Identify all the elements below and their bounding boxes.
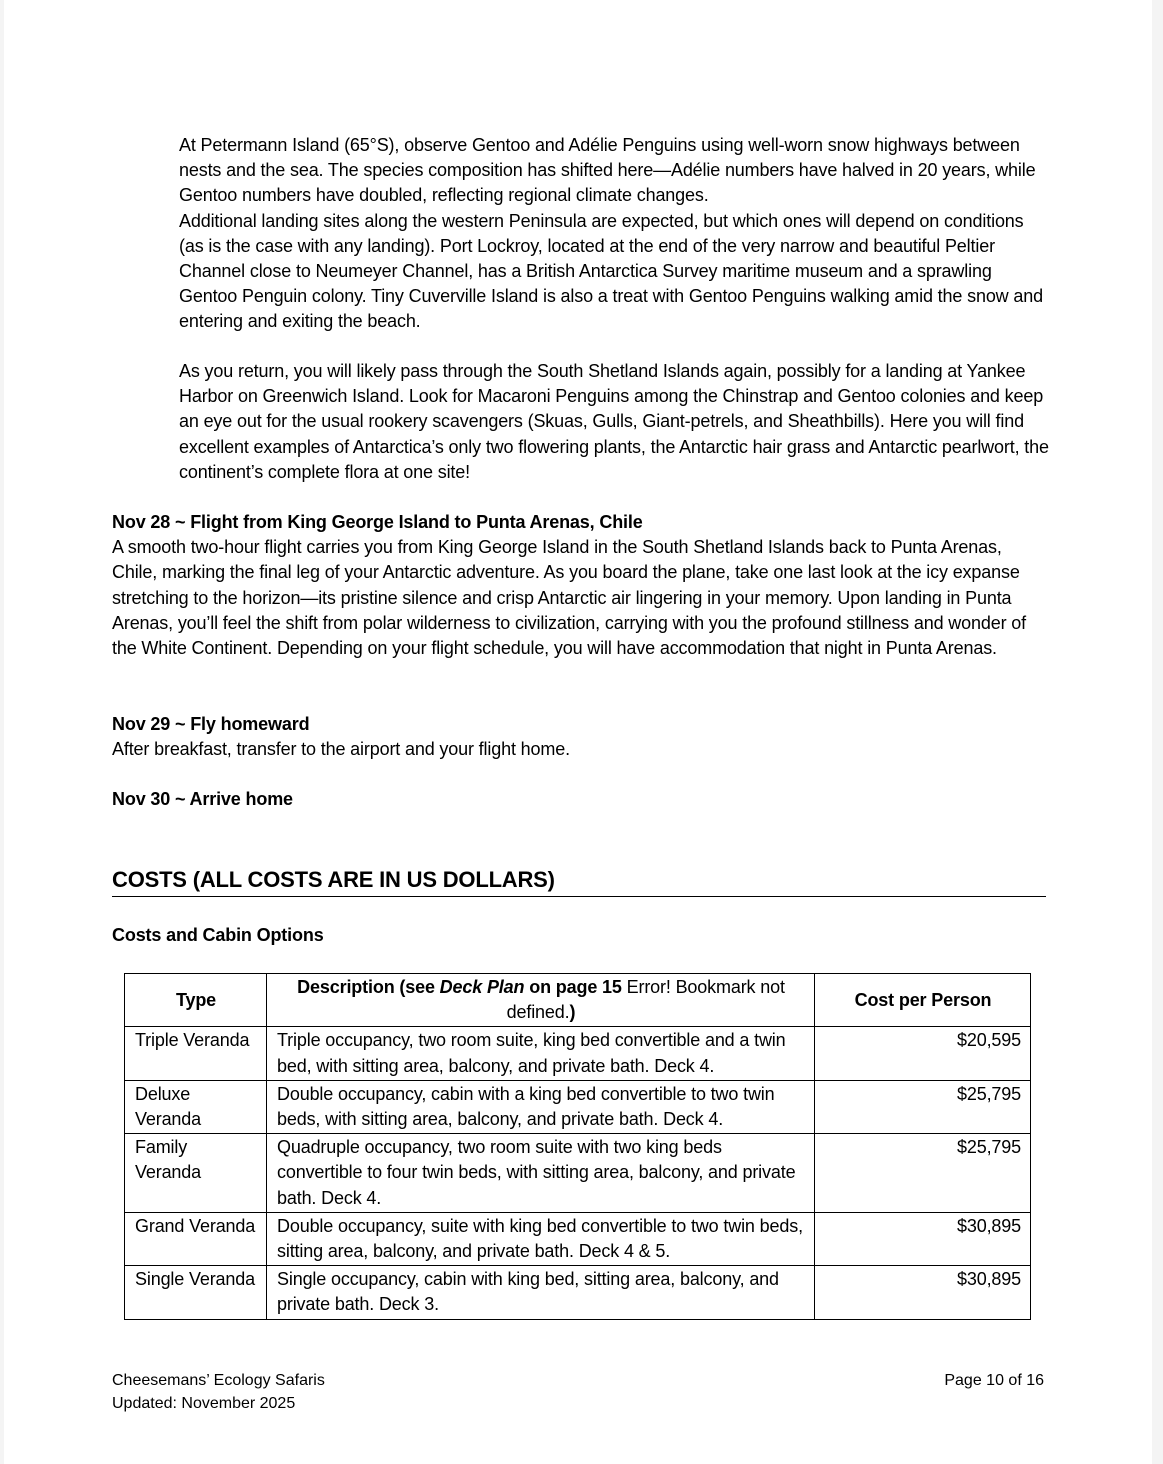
day-nov-28	[112, 510, 1047, 661]
table-header-row	[125, 974, 1031, 1027]
day-body: After breakfast, transfer to the airport and your flight home.	[112, 739, 570, 760]
day-nov-29	[112, 712, 1047, 762]
header-type: Type	[125, 974, 267, 1027]
document-page	[4, 0, 1152, 1464]
cell-description: Single occupancy, cabin with king bed, sitting area, balcony, and private bath. Deck 3.	[267, 1266, 815, 1319]
header-cost: Cost per Person	[815, 974, 1031, 1027]
table-row	[125, 1134, 1031, 1213]
cell-type: Single Veranda	[125, 1266, 267, 1319]
cell-cost: $20,595	[815, 1027, 1031, 1080]
cell-type: Grand Veranda	[125, 1212, 267, 1265]
day-body: A smooth two-hour flight carries you from King George Island in the South Shetland Islands back to Punta Arenas, Chile, marking the final leg of your Antarctic adventure. As you board the plane, take one last look at the icy expanse stretching to the horizon—its pristine silence and crisp Antarctic air lingering in your memory. Upon landing in Punta Arenas, you’ll feel the shift from polar wilderness to civilization, carrying with you the profound stillness and wonder of the White Continent. Depending on your flight schedule, you will have accommodation that night in Punta Arenas.	[112, 537, 1027, 659]
footer-left	[112, 1369, 325, 1415]
table-row	[125, 1212, 1031, 1265]
cell-description: Double occupancy, cabin with a king bed convertible to two twin beds, with sitting area, balcony, and private bath. Deck 4.	[267, 1080, 815, 1133]
cell-cost: $30,895	[815, 1212, 1031, 1265]
header-description	[267, 974, 815, 1027]
day-nov-30	[112, 787, 1047, 812]
cell-type: Deluxe Veranda	[125, 1080, 267, 1133]
bookmark-error-text: Error! Bookmark not defined.	[506, 977, 785, 1023]
return-paragraph-block	[179, 359, 1049, 485]
cell-cost: $25,795	[815, 1134, 1031, 1213]
cell-type: Triple Veranda	[125, 1027, 267, 1080]
cell-description: Triple occupancy, two room suite, king bed convertible and a twin bed, with sitting area, balcony, and private bath. Deck 4.	[267, 1027, 815, 1080]
cell-cost: $30,895	[815, 1266, 1031, 1319]
cell-type: Family Veranda	[125, 1134, 267, 1213]
footer-updated: Updated: November 2025	[112, 1395, 296, 1412]
section-heading-costs: COSTS (ALL COSTS ARE IN US DOLLARS)	[112, 866, 1046, 897]
cell-cost: $25,795	[815, 1080, 1031, 1133]
paragraph-petermann: At Petermann Island (65°S), observe Gentoo and Adélie Penguins using well-worn snow highways between nests and the sea. The species composition has shifted here—Adélie numbers have halved in 20 years, while Gentoo numbers have doubled, reflecting regional climate changes.	[179, 135, 1036, 206]
costs-table	[124, 973, 1031, 1320]
deck-plan-link[interactable]: Deck Plan	[439, 977, 525, 997]
cell-description: Quadruple occupancy, two room suite with two king beds convertible to four twin beds, with sitting area, balcony, and private bath. Deck 4.	[267, 1134, 815, 1213]
footer-page-number: Page 10 of 16	[944, 1372, 1044, 1389]
header-desc-page: on page 15	[524, 977, 622, 997]
day-heading: Nov 30 ~ Arrive home	[112, 789, 293, 809]
table-row	[125, 1266, 1031, 1319]
day-heading: Nov 29 ~ Fly homeward	[112, 714, 310, 734]
paragraph-return: As you return, you will likely pass through the South Shetland Islands again, possibly for a landing at Yankee Harbor on Greenwich Island. Look for Macaroni Penguins among the Chinstrap and Gentoo colonies and keep an eye out for the usual rookery scavengers (Skuas, Gulls, Giant-petrels, and Sheathbills). Here you will find excellent examples of Antarctica’s only two flowering plants, the Antarctic hair grass and Antarctic pearlwort, the continent’s complete flora at one site!	[179, 361, 1049, 482]
cell-description: Double occupancy, suite with king bed convertible to two twin beds, sitting area, balcony, and private bath. Deck 4 & 5.	[267, 1212, 815, 1265]
header-desc-prefix: Description (see	[297, 977, 440, 997]
footer-company: Cheesemans’ Ecology Safaris	[112, 1372, 325, 1389]
day-heading: Nov 28 ~ Flight from King George Island to Punta Arenas, Chile	[112, 512, 643, 532]
petermann-paragraph-block	[179, 133, 1049, 335]
header-desc-suffix: )	[569, 1002, 576, 1023]
subheading-cabin-options: Costs and Cabin Options	[112, 925, 324, 945]
paragraph-landing-sites: Additional landing sites along the western Peninsula are expected, but which ones will depend on conditions (as is the case with any landing). Port Lockroy, located at the end of the very narrow and beautiful Peltier Channel close to Neumeyer Channel, has a British Antarctica Survey maritime museum and a sprawling Gentoo Penguin colony. Tiny Cuverville Island is also a treat with Gentoo Penguins walking amid the snow and entering and exiting the beach.	[179, 210, 1043, 332]
table-row	[125, 1080, 1031, 1133]
table-row	[125, 1027, 1031, 1080]
